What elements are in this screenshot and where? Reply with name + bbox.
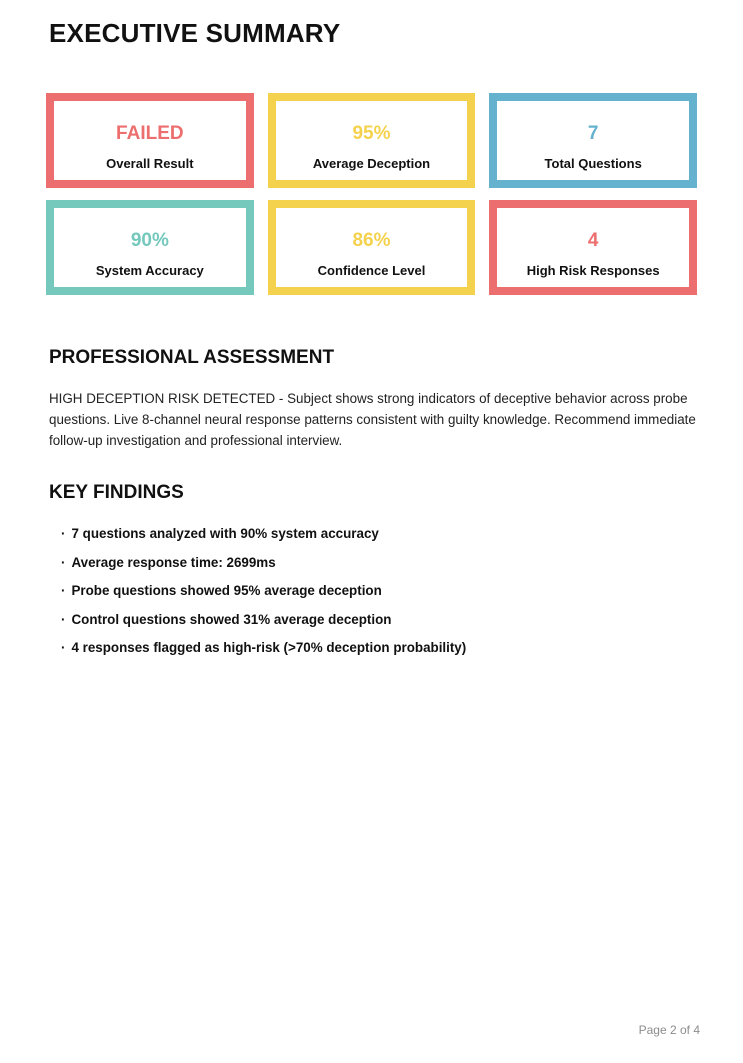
key-findings-list: [61, 526, 697, 657]
stat-label: Total Questions: [544, 156, 642, 171]
stat-card-average-deception: [268, 93, 476, 188]
bullet-marker: ·: [61, 583, 66, 598]
stat-card-high-risk-responses: [489, 200, 697, 295]
finding-text: Average response time: 2699ms: [71, 554, 276, 570]
assessment-heading: PROFESSIONAL ASSESSMENT: [49, 347, 335, 368]
stat-card-system-accuracy: [46, 200, 254, 295]
key-findings-heading: KEY FINDINGS: [49, 482, 184, 503]
bullet-marker: ·: [61, 554, 66, 570]
bullet-marker: ·: [61, 526, 66, 541]
stat-card-overall-result: [46, 93, 254, 188]
stat-value: 90%: [130, 230, 169, 251]
stat-value: 86%: [352, 230, 391, 251]
stat-label: Confidence Level: [317, 263, 426, 278]
finding-item: [61, 612, 697, 629]
stat-label: Overall Result: [106, 156, 194, 171]
finding-text: 7 questions analyzed with 90% system accuracy: [71, 526, 379, 541]
stat-card-total-questions: [489, 93, 697, 188]
finding-item: [61, 526, 697, 543]
assessment-body: HIGH DECEPTION RISK DETECTED - Subject shows strong indicators of deceptive behavior across probe questions. Live 8-channel neural response patterns consistent with guilty knowledge. Recommend immediate follow-up investigation and professional interview.: [49, 391, 696, 448]
finding-text: 4 responses flagged as high-risk (>70% deception probability): [71, 640, 467, 655]
stat-value: 4: [587, 230, 599, 251]
finding-item: [61, 640, 697, 657]
stat-label: High Risk Responses: [526, 263, 660, 278]
finding-text: Probe questions showed 95% average deception: [71, 583, 382, 598]
finding-text: Control questions showed 31% average deception: [71, 611, 392, 627]
stat-label: Average Deception: [312, 156, 431, 171]
stat-value: 7: [587, 123, 599, 144]
stat-card-grid: [46, 93, 697, 295]
stat-card-confidence-level: [268, 200, 476, 295]
page-number: Page 2 of 4: [638, 1023, 700, 1037]
stat-value: FAILED: [116, 123, 184, 144]
bullet-marker: ·: [61, 640, 66, 655]
page-title: EXECUTIVE SUMMARY: [49, 18, 341, 48]
finding-item: [61, 583, 697, 600]
stat-value: 95%: [352, 123, 391, 144]
finding-item: [61, 555, 697, 572]
report-page: [0, 19, 743, 1063]
stat-label: System Accuracy: [95, 263, 204, 278]
bullet-marker: ·: [61, 611, 66, 627]
